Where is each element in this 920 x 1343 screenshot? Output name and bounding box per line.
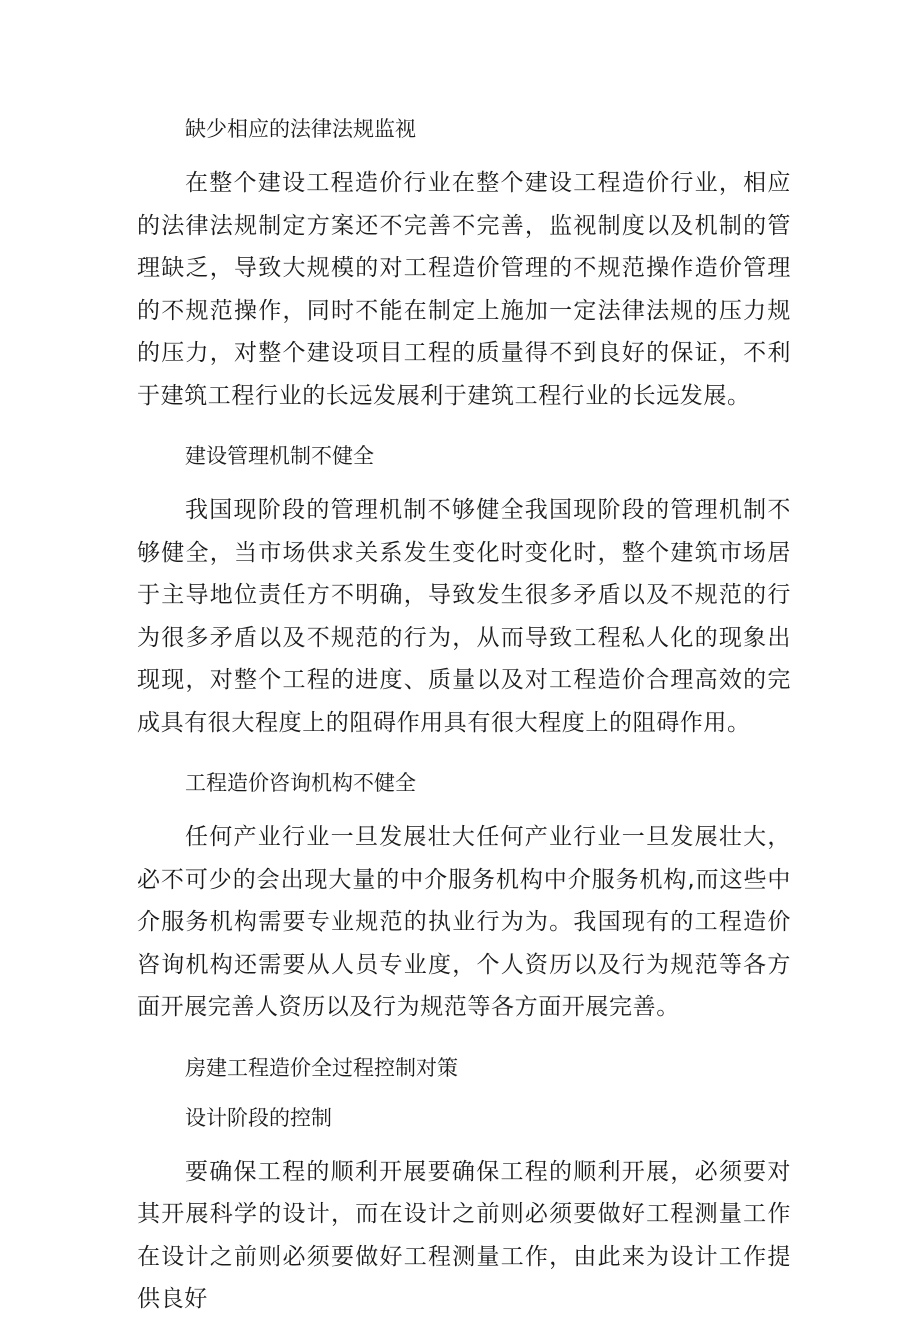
section-heading-consulting-agencies: 工程造价咨询机构不健全	[185, 771, 416, 795]
section-heading-design-stage: 设计阶段的控制	[185, 1105, 332, 1130]
paragraph-management-mechanism: 我国现阶段的管理机制不够健全我国现阶段的管理机制不够健全，当市场供求关系发生变化时变化时，整个建筑市场居于主导地位责任方不明确，导致发生很多矛盾以及不规范的行为很多矛盾以及不规范的行为，从而导致工程私人化的现象出现现，对整个工程的进度、质量以及对工程造价合理高效的完成具有很大程度上的阻碍作用具有很大程度上的阻碍作用。	[137, 497, 791, 736]
section-heading-management-mechanism: 建设管理机制不健全	[185, 444, 374, 468]
document-body	[137, 112, 791, 1343]
paragraph-consulting-agencies: 任何产业行业一旦发展壮大任何产业行业一旦发展壮大，必不可少的会出现大量的中介服务机构中介服务机构,而这些中介服务机构需要专业规范的执业行为为。我国现有的工程造价咨询机构还需要从人员专业度，个人资历以及行为规范等各方面开展完善人资历以及行为规范等各方面开展完善。	[137, 824, 791, 1020]
section-heading-legal-supervision: 缺少相应的法律法规监视	[185, 117, 416, 141]
paragraph-design-stage: 要确保工程的顺利开展要确保工程的顺利开展，必须要对其开展科学的设计，而在设计之前则必须要做好工程测量工作在设计之前则必须要做好工程测量工作，由此来为设计工作提供良好	[137, 1158, 791, 1312]
section-heading-cost-control-measures: 房建工程造价全过程控制对策	[185, 1055, 458, 1080]
paragraph-legal-supervision: 在整个建设工程造价行业在整个建设工程造价行业，相应的法律法规制定方案还不完善不完善，监视制度以及机制的管理缺乏，导致大规模的对工程造价管理的不规范操作造价管理的不规范操作，同时不能在制定上施加一定法律法规的压力规的压力，对整个建设项目工程的质量得不到良好的保证，不利于建筑工程行业的长远发展利于建筑工程行业的长远发展。	[137, 170, 791, 409]
